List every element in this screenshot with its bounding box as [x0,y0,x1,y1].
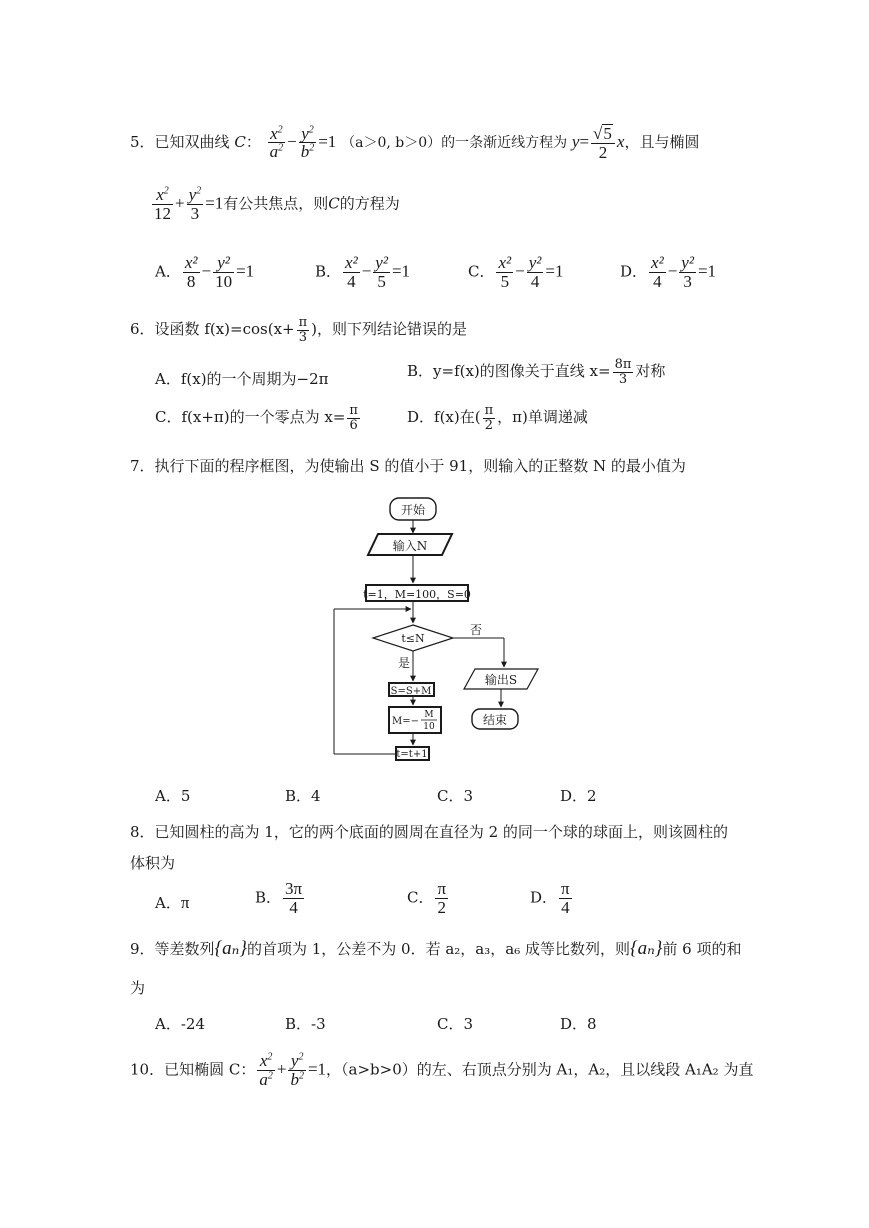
q9-line1: 9．等差数列{aₙ}的首项为 1，公差不为 0．若 a₂，a₃，a₆ 成等比数列，则{aₙ}前 6 项的和 [130,938,742,959]
q8-option-b[interactable]: B． $\frac{3\pi}{4}$ [255,879,303,917]
q7-flowchart [320,495,560,770]
q5-frac-y2b2: $\frac{y^2}{b^2}$ [300,123,315,162]
flow-start-label: 开始 [400,503,426,517]
q8-option-a[interactable]: A．π [155,893,190,912]
q5-line2: $\frac{x^2}{12}$ + $\frac{y^2}{3}$ =1有公共焦点，则C的方程为 [154,185,400,223]
q5-option-b[interactable]: B． $\frac{\text{x²}}{4}$ − $\frac{\text{y²}}{5}$ =1 [315,253,411,291]
flow-step2-pre: M=− [392,716,419,727]
flow-yes-label: 是 [398,656,411,670]
q9-option-a[interactable]: A．-24 [155,1015,205,1033]
q8-option-d[interactable]: D． $\frac{\pi}{4}$ [530,879,570,917]
flow-step2-num: M [424,710,434,720]
q7-stem: 7．执行下面的程序框图，为使输出 S 的值小于 91，则输入的正整数 N 的最小值为 [130,457,686,475]
q7-option-c[interactable]: C．3 [437,787,474,805]
q9-option-c[interactable]: C．3 [437,1015,474,1033]
q10-line1: 10．已知椭圆 C： $\frac{x^2}{a^2}$ + $\frac{y^2}{b^2}$ =1，（a>b>0）的左、右顶点分别为 A₁，A₂，且以线段 A₁A₂ 为直 [130,1051,754,1089]
q5-frac-x2a2: $\frac{x^2}{a^2}$ [269,123,284,162]
q9-option-b[interactable]: B．-3 [285,1015,326,1033]
flow-step2-den: 10 [423,722,435,732]
q8-line1: 8．已知圆柱的高为 1，它的两个底面的圆周在直径为 2 的同一个球的球面上，则该圆柱的 [130,823,728,841]
q6-option-b[interactable]: B．y=f(x)的图像关于直线 x= $\frac{8\pi}{3}$ 对称 [407,357,666,387]
q6-option-a[interactable]: A．f(x)的一个周期为−2π [155,370,329,388]
q5-option-d[interactable]: D． $\frac{\text{x²}}{4}$ − $\frac{\text{y²}}{3}$ =1 [620,253,717,291]
flow-output-label: 输出S [484,673,518,687]
flow-init-label: t=1，M=100，S=0 [363,588,471,601]
flow-step3-label: t=t+1 [396,749,428,760]
q5-frac-sqrt5-2: $\frac{√5}{2}$ [591,124,615,162]
flow-step1-label: S=S+M [390,686,432,697]
q9-line2: 为 [130,979,146,997]
q8-line2: 体积为 [130,854,176,872]
q7-option-a[interactable]: A．5 [155,787,191,805]
q5-option-c[interactable]: C． $\frac{\text{x²}}{5}$ − $\frac{\text{y²}}{4}$ =1 [468,253,564,291]
q9-option-d[interactable]: D．8 [560,1015,597,1033]
flow-input-label: 输入N [392,539,428,553]
flow-no-label: 否 [470,623,483,637]
q6-option-c[interactable]: C．f(x+π)的一个零点为 x= $\frac{\pi}{6}$ [155,403,358,433]
q6-stem: 6．设函数 f(x)=cos(x+ $\frac{\pi}{3}$ )，则下列结论错误的是 [130,315,468,345]
q6-option-d[interactable]: D．f(x)在( $\frac{\pi}{2}$ ，π)单调递减 [407,403,588,433]
flow-decision-label: t≤N [401,632,425,645]
flow-end-label: 结束 [482,713,508,727]
q7-option-d[interactable]: D．2 [560,787,597,805]
q5-line1: 5．已知双曲线 C： $\frac{x^2}{a^2}$ − $\frac{y^2}{b^2}$ =1 （a＞0, b＞0）的一条渐近线方程为 y= $\frac{√5}{2}$ x，且与椭圆 [130,123,700,162]
q5-option-a[interactable]: A． $\frac{\text{x²}}{8}$ − $\frac{\text{y²}}{10}$ =1 [155,253,255,291]
q8-option-c[interactable]: C． $\frac{\pi}{2}$ [407,879,447,917]
q7-option-b[interactable]: B．4 [285,787,321,805]
